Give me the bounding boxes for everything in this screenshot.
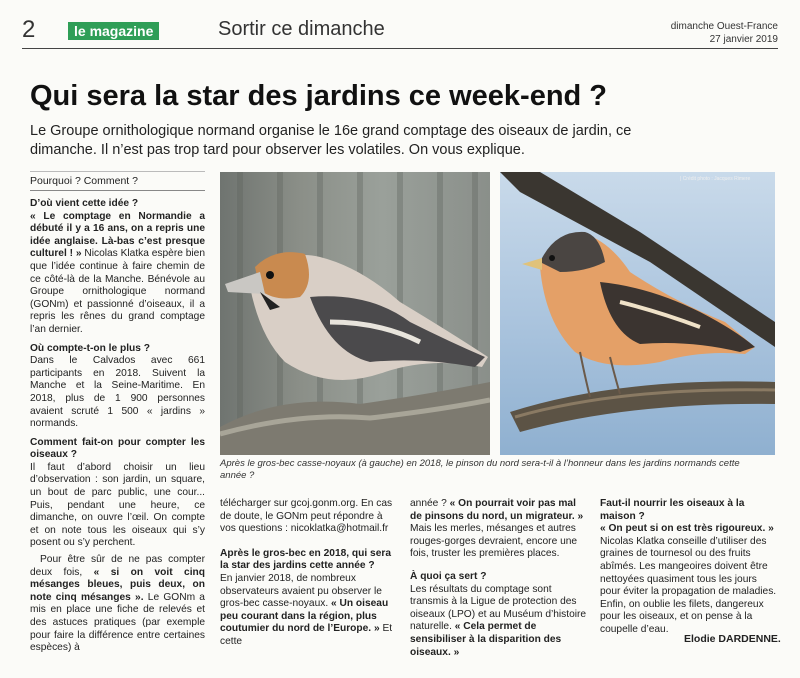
text-how: Il faut d’abord choisir un lieu d’observation : son jardin, un square, un bout de parc public, une cour... Puis, pendant une heure, ce dimanche, on ouvre l’œil. On compte et on note tous les oiseaux qui s’y posent ou s’y perchent. xyxy=(30,461,205,549)
text-purpose: Les résultats du comptage sont transmis à la Ligue de protection des oiseaux (LPO) et au Muséum d’histoire naturelle. xyxy=(410,583,587,633)
hawfinch-illustration xyxy=(220,172,490,455)
column-2 xyxy=(220,498,395,653)
question-star: Après le gros-bec en 2018, qui sera la star des jardins cette année ? xyxy=(220,547,391,572)
page-number: 2 xyxy=(22,16,36,43)
text-year: année ? xyxy=(410,498,447,509)
quote-origin: « Le comptage en Normandie a débuté il y a 16 ans, on a repris une idée anglaise. Là-bas c’est presque culturel ! » xyxy=(30,210,205,260)
kicker-rule-top xyxy=(30,171,205,172)
publication-date: 27 janvier 2019 xyxy=(709,34,778,45)
quote-star: « Un oiseau peu courant dans la région, plus coutumier du nord de l’Europe. » xyxy=(220,598,389,635)
column-4 xyxy=(600,498,780,641)
question-how: Comment fait-on pour compter les oiseaux ? xyxy=(30,436,205,461)
publication-name: dimanche Ouest-France xyxy=(670,21,778,32)
text-star-2: Et cette xyxy=(220,623,393,647)
text-origin: Nicolas Klatka espère bien que l’idée continue à faire chemin de ce côté-là de la Manche. Bénévole au Groupe ornithologique normand (GONm) et passionné d’oiseaux, il a repris les rênes du grand comptage l’an dernier. xyxy=(30,248,206,335)
photo-brambling xyxy=(500,172,775,455)
photo-caption: Après le gros-bec casse-noyaux (à gauche) en 2018, le pinson du nord sera-t-il à l’honneur dans les jardins normands cette année ? xyxy=(220,458,740,481)
section-title: Sortir ce dimanche xyxy=(218,18,385,40)
kicker: Pourquoi ? Comment ? xyxy=(30,175,138,187)
publication-info xyxy=(671,20,778,46)
text-star: En janvier 2018, de nombreux observateurs avaient pu observer le gros-bec casse-noyaux. xyxy=(220,572,382,610)
text-where: Dans le Calvados avec 661 participants en 2018. Suivent la Manche et la Seine-Maritime. En 2018, plus de 1 900 personnes avaient scruté 1 500 « jardins » normands. xyxy=(30,355,205,430)
photo-hawfinch xyxy=(220,172,490,455)
column-1 xyxy=(30,198,205,659)
question-origin: D’où vient cette idée ? xyxy=(30,198,139,209)
column-3 xyxy=(410,498,590,663)
question-feeding: Faut-il nourrir les oiseaux à la maison ? xyxy=(600,498,745,522)
text-how-2a: Pour être sûr de ne pas compter deux fois, xyxy=(30,554,205,578)
author-signature: Elodie DARDENNE. xyxy=(684,633,781,645)
headline: Qui sera la star des jardins ce week-end ? xyxy=(30,80,608,112)
quote-purpose: « Cela permet de sensibiliser à la disparition des oiseaux. » xyxy=(410,621,562,658)
photo-credit: | Crédit photo : Jacques Rimere xyxy=(680,176,751,182)
text-merles: Mais les merles, mésanges et autres rouges-gorges devraient, encore une fois, truster les premières places. xyxy=(410,523,578,560)
question-purpose: À quoi ça sert ? xyxy=(410,570,487,582)
lede: Le Groupe ornithologique normand organise le 16e grand comptage des oiseaux de jardin, ce dimanche. Il n’est pas trop tard pour observer les volatiles. On vous explique. xyxy=(30,123,632,158)
quote-feeding: « On peut si on est très rigoureux. » xyxy=(600,523,774,535)
kicker-rule xyxy=(30,190,205,191)
quote-how: « si on voit cinq mésanges bleues, puis deux, on note cinq mésanges ». xyxy=(30,566,205,603)
text-how-2b: Le GONm a mis en place une fiche de relevés et des astuces pratiques (par exemple pour faire la différence entre certaines espèces) à xyxy=(30,591,205,654)
question-where: Où compte-t-on le plus ? xyxy=(30,342,150,354)
quote-migrant: « On pourrait voir pas mal de pinsons du nord, un migrateur. » xyxy=(410,498,584,522)
header-rule xyxy=(22,48,778,49)
text-download: télécharger sur gcoj.gonm.org. En cas de doute, le GONm peut répondre à vos questions : nicoklatka@hotmail.fr xyxy=(220,498,393,535)
magazine-badge: le magazine xyxy=(68,22,159,40)
text-feeding: Nicolas Klatka conseille d’utiliser des graines de tournesol ou des fruits abîmés. Les mangeoires doivent être nettoyées quasiment tous les jours pour éviter la propagation de maladies. Enfin, on oublie les filets, dangereux pour les oiseaux, et on pense à la coupelle d’eau. xyxy=(600,535,777,635)
brambling-illustration xyxy=(500,172,775,455)
